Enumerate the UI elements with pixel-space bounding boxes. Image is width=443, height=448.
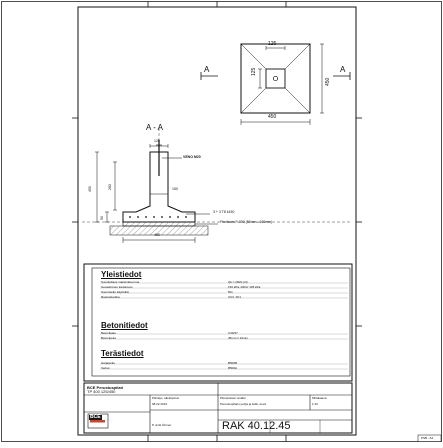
- bce-logo: BCE: [90, 414, 101, 420]
- rebar-label: 3 + 3 T8 k150: [213, 210, 235, 214]
- info-label: Harjateräs: [101, 361, 115, 365]
- top-dim-125-left: 125: [251, 67, 257, 76]
- section-dim-125: 125: [154, 139, 160, 143]
- info-label: Suositeltava maksimikuorma: [101, 280, 140, 284]
- top-view-pedestal: [266, 69, 285, 88]
- top-dim-450-right: 450: [325, 77, 331, 86]
- info-value: 50v: [228, 290, 233, 294]
- sheet-code: PSB - A4: [421, 436, 434, 440]
- date-label: Päiväys, allekirjoitus: [152, 396, 180, 400]
- info-value: 35mm ± 10mm: [228, 336, 248, 340]
- top-dim-125-top: 125: [268, 41, 277, 47]
- product-code: TP 400 125/450: [87, 389, 116, 394]
- section-dim-450-bottom: 450: [154, 233, 160, 237]
- section-heading-steel: Terästiedot: [101, 349, 144, 358]
- info-value: C30/37: [228, 331, 238, 335]
- scale-label: Mittakaava: [312, 396, 327, 400]
- section-dim-50: 50: [100, 216, 104, 220]
- veno-label: VENO M20: [183, 155, 201, 159]
- info-label: Suunniteltu käyttöikä: [101, 290, 129, 294]
- inner-frame: [78, 7, 356, 435]
- info-label: Rasitusluokka: [101, 295, 120, 299]
- drawing-number: RAK 40.12.45: [222, 420, 291, 432]
- scale-value: 1:10: [312, 402, 318, 406]
- section-title: A - A: [146, 123, 163, 132]
- section-marker-right: A: [340, 65, 346, 74]
- section-heading-general: Yleistiedot: [101, 270, 142, 279]
- section-marker-left: A: [204, 65, 210, 74]
- project-name: BCE Perustuspilari: [87, 385, 124, 390]
- section-insulation: [123, 222, 195, 226]
- title-block: [84, 383, 352, 433]
- info-label: Betonilaatu: [101, 331, 117, 335]
- info-value: Qk = 20kN (2t): [228, 280, 248, 284]
- section-dim-450-height: 450: [88, 186, 92, 192]
- info-value: 150 kPa, RD/A' 195 kPa: [228, 285, 261, 289]
- info-label: Verkot: [101, 366, 110, 370]
- section-dim-283: 283: [108, 184, 112, 190]
- content-value: Perustuspilarin pohja ja leikk. kuva: [220, 402, 267, 406]
- info-label: Geotekninen kantavuus: [101, 285, 133, 289]
- info-value: B500B: [228, 361, 238, 365]
- frame-ticks: [72, 2, 362, 442]
- section-heading-concrete: Betonitiedot: [101, 321, 148, 330]
- top-view-anchor: [273, 76, 277, 80]
- date-value: 08.02.2019: [152, 402, 168, 406]
- info-value: XC3, XF1: [228, 295, 242, 299]
- content-label: Piirustuksen sisältö: [220, 396, 246, 400]
- section-view: [82, 128, 352, 243]
- finnfoam-label: Finnfoam F-300 (50mm...100mm): [220, 220, 273, 224]
- info-label: Betonipeite: [101, 336, 117, 340]
- info-value: B500A: [228, 366, 238, 370]
- top-dim-450-bottom: 450: [268, 114, 277, 120]
- signer-name: P. Antti Öörner: [152, 423, 172, 427]
- section-dim-150: 150: [172, 187, 178, 191]
